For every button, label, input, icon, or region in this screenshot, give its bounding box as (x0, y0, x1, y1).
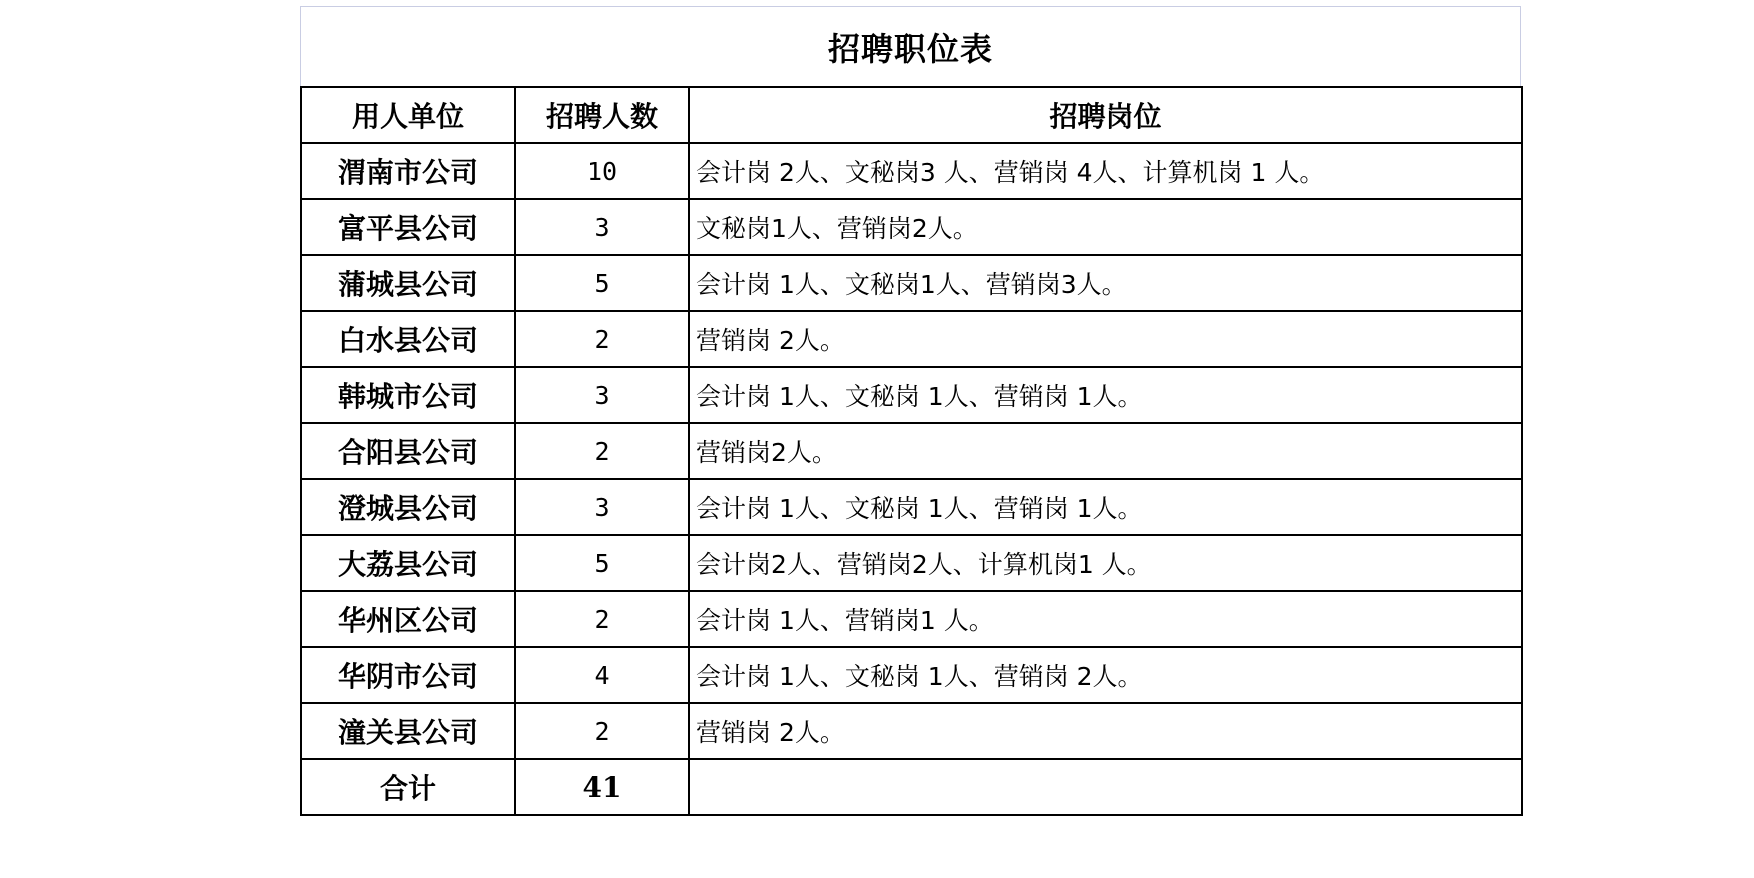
count-cell: 2 (515, 423, 689, 479)
unit-cell: 大荔县公司 (301, 535, 515, 591)
positions-cell: 会计岗 1人、文秘岗1人、营销岗3人。 (689, 255, 1522, 311)
total-label-cell: 合计 (301, 759, 515, 815)
unit-cell: 蒲城县公司 (301, 255, 515, 311)
table-title: 招聘职位表 (300, 6, 1521, 86)
count-cell: 10 (515, 143, 689, 199)
table-row (301, 255, 1522, 311)
positions-cell: 文秘岗1人、营销岗2人。 (689, 199, 1522, 255)
unit-cell: 白水县公司 (301, 311, 515, 367)
positions-cell: 营销岗2人。 (689, 423, 1522, 479)
table-row (301, 199, 1522, 255)
positions-cell: 会计岗 2人、文秘岗3 人、营销岗 4人、计算机岗 1 人。 (689, 143, 1522, 199)
count-cell: 3 (515, 367, 689, 423)
table-row (301, 423, 1522, 479)
total-positions-cell (689, 759, 1522, 815)
table-row (301, 647, 1522, 703)
unit-cell: 潼关县公司 (301, 703, 515, 759)
positions-cell: 营销岗 2人。 (689, 703, 1522, 759)
header-count: 招聘人数 (515, 87, 689, 143)
unit-cell: 渭南市公司 (301, 143, 515, 199)
count-cell: 3 (515, 479, 689, 535)
table-row (301, 703, 1522, 759)
total-count-cell: 41 (515, 759, 689, 815)
positions-cell: 会计岗 1人、营销岗1 人。 (689, 591, 1522, 647)
count-cell: 3 (515, 199, 689, 255)
positions-cell: 会计岗2人、营销岗2人、计算机岗1 人。 (689, 535, 1522, 591)
recruitment-table (300, 86, 1523, 816)
count-cell: 2 (515, 703, 689, 759)
count-cell: 2 (515, 591, 689, 647)
unit-cell: 澄城县公司 (301, 479, 515, 535)
unit-cell: 韩城市公司 (301, 367, 515, 423)
unit-cell: 合阳县公司 (301, 423, 515, 479)
header-unit: 用人单位 (301, 87, 515, 143)
positions-cell: 会计岗 1人、文秘岗 1人、营销岗 1人。 (689, 367, 1522, 423)
table-row (301, 535, 1522, 591)
table-row (301, 591, 1522, 647)
positions-cell: 营销岗 2人。 (689, 311, 1522, 367)
unit-cell: 富平县公司 (301, 199, 515, 255)
count-cell: 4 (515, 647, 689, 703)
positions-cell: 会计岗 1人、文秘岗 1人、营销岗 1人。 (689, 479, 1522, 535)
unit-cell: 华州区公司 (301, 591, 515, 647)
unit-cell: 华阴市公司 (301, 647, 515, 703)
recruitment-sheet (300, 6, 1521, 816)
table-row (301, 479, 1522, 535)
count-cell: 5 (515, 255, 689, 311)
table-row (301, 367, 1522, 423)
header-row (301, 87, 1522, 143)
table-row (301, 311, 1522, 367)
positions-cell: 会计岗 1人、文秘岗 1人、营销岗 2人。 (689, 647, 1522, 703)
count-cell: 2 (515, 311, 689, 367)
count-cell: 5 (515, 535, 689, 591)
table-row (301, 143, 1522, 199)
header-positions: 招聘岗位 (689, 87, 1522, 143)
total-row (301, 759, 1522, 815)
